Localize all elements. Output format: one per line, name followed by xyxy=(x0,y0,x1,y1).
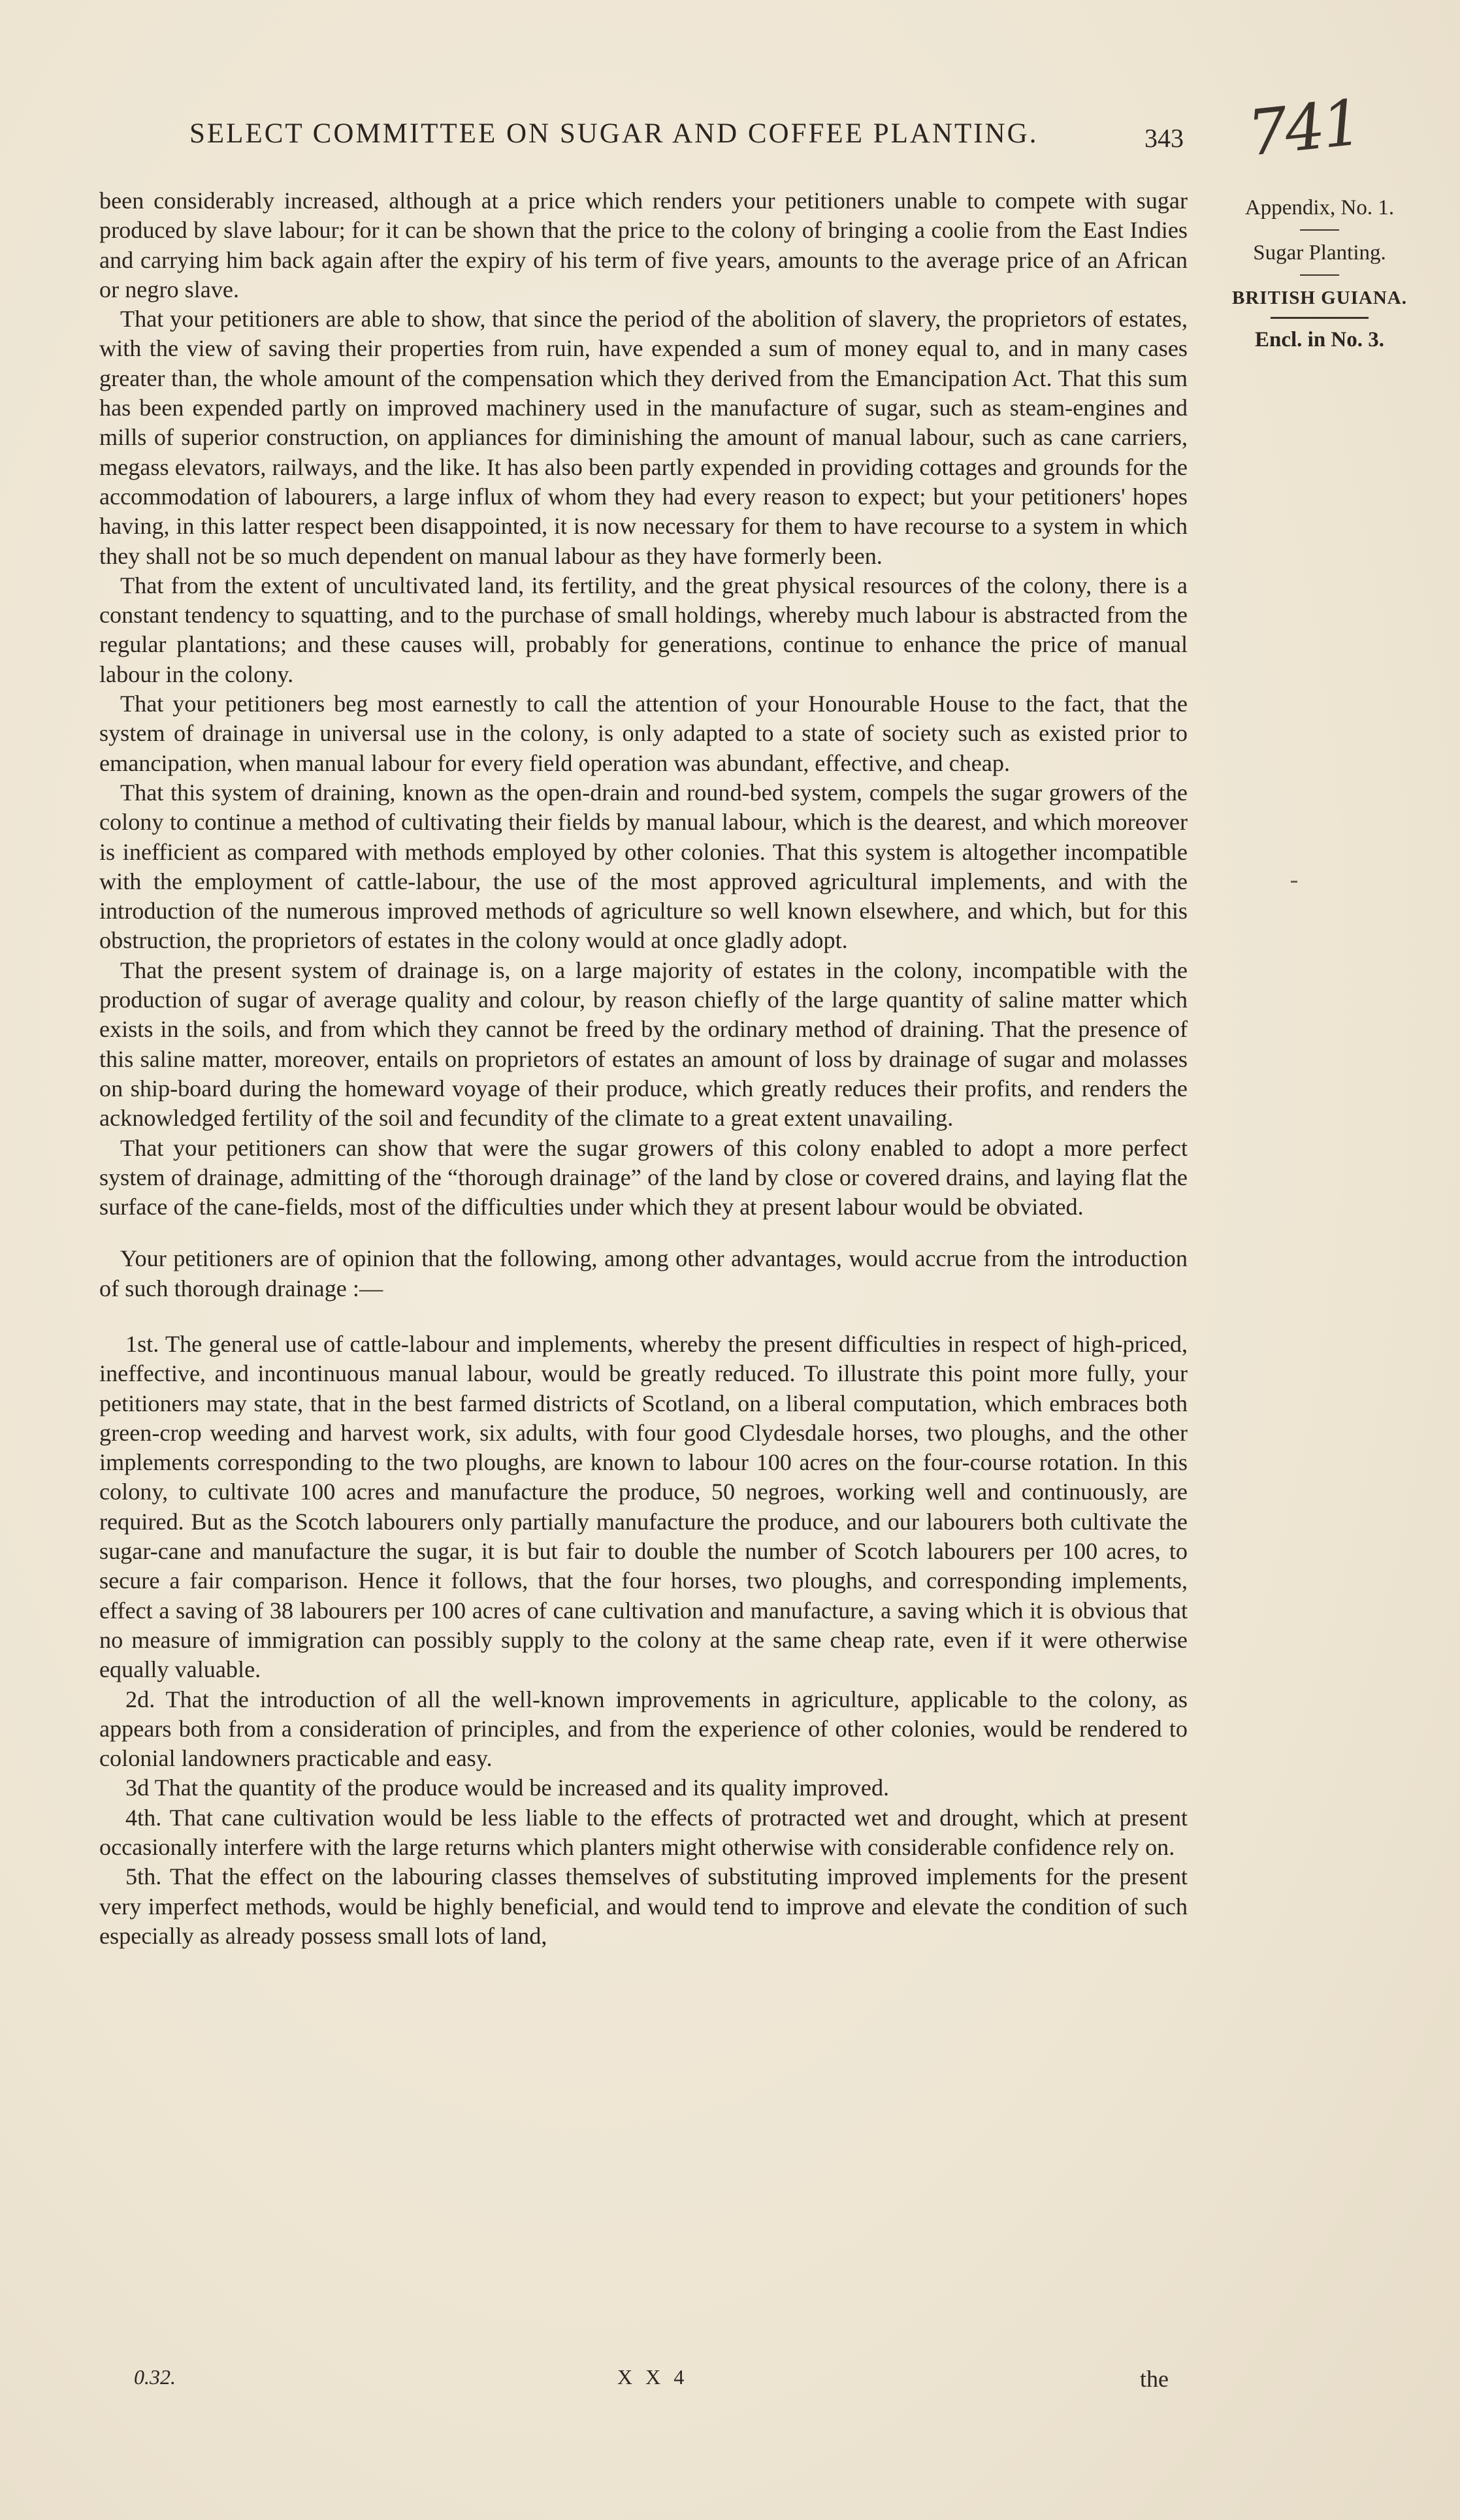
paragraph: been considerably increased, although at a price which renders your petitioners unable to compete with sugar produced by slave labour; for it can be shown that the price to the colony of bringing a coolie from the East Indies and carrying him back again after the expiry of his term of five years, amounts to the average price of an African or negro slave. xyxy=(99,188,1188,303)
margin-note-enclosure: Encl. in No. 3. xyxy=(1254,328,1385,352)
page-number: 343 xyxy=(1144,123,1184,153)
margin-note-region: BRITISH GUIANA. xyxy=(1232,287,1407,308)
handwritten-folio-number: 741 xyxy=(1244,86,1363,171)
list-item: 3d That the quantity of the produce would be increased and its quality improved. xyxy=(125,1775,890,1801)
margin-divider xyxy=(1300,274,1339,276)
stray-ink-mark xyxy=(1291,881,1297,883)
paragraph: That your petitioners are able to show, that since the period of the abolition of slavery, the proprietors of estates, with the view of saving their properties from ruin, have expended a sum of money equal to, and in many cases greater than, the whole amount of the compensation which they derived from the Emancipation Act. That this sum has been expended partly on improved machinery used in the manufacture of sugar, such as steam-engines and mills of superior construction, on appliances for diminishing the amount of manual labour, such as cane carriers, megass elevators, railways, and the like. It has also been partly expended in providing cottages and grounds for the accommodation of labourers, a large influx of whom they had every reason to expect; but your petitioners' hopes having, in this latter respect been disappointed, it is now necessary for them to have recourse to a system in which they shall not be so much dependent on manual labour as they have formerly been. xyxy=(99,306,1188,569)
paragraph: That the present system of drainage is, on a large majority of estates in the colony, incompatible with the production of sugar of average quality and colour, by reason chiefly of the large quantity of saline matter which exists in the soils, and from which they cannot be freed by the ordinary method of draining. That the presence of this saline matter, moreover, entails on proprietors of estates an amount of loss by drainage of sugar and molasses on ship-board during the homeward voyage of their produce, which greatly reduces their profits, and renders the acknowledged fertility of the soil and fecundity of the climate to a great extent unavailing. xyxy=(99,957,1188,1132)
margin-note-subject: Sugar Planting. xyxy=(1253,241,1386,265)
paragraph: That from the extent of uncultivated land, its fertility, and the great physical resources of the colony, there is a constant tendency to squatting, and to the purchase of small holdings, whereby much labour is abstracted from the regular plantations; and these causes will, probably for generations, continue to enhance the price of manual labour in the colony. xyxy=(99,572,1188,687)
list-item: 1st. The general use of cattle-labour and implements, whereby the present difficulties in respect of high-priced, ineffective, and incontinuous manual labour, would be greatly reduced. To illustrate this point more fully, your petitioners may state, that in the best farmed districts of Scotland, on a liberal computation, which embraces both green-crop weeding and harvest work, six adults, with four good Clydesdale horses, two ploughs, and the other implements corresponding to the two ploughs, are known to labour 100 acres on the four-course rotation. In this colony, to cultivate 100 acres and manufacture the produce, 50 negroes, working well and continuously, are required. But as the Scotch labourers only partially manufacture the produce, and our labourers both cultivate the sugar-cane and manufacture the sugar, it is but fair to double the number of Scotch labourers per 100 acres, to secure a fair comparison. Hence it follows, that the four horses, two ploughs, and corresponding implements, effect a saving of 38 labourers per 100 acres of cane cultivation and manufacture, a saving which it is obvious that no measure of immigration can possibly supply to the colony at the same cheap rate, even if it were otherwise equally valuable. xyxy=(99,1330,1188,1683)
margin-notes xyxy=(1209,193,1431,355)
margin-divider xyxy=(1271,317,1369,319)
paragraph: That your petitioners beg most earnestly to call the attention of your Honourable House to the fact, that the system of drainage in universal use in the colony, is only adapted to a state of society such as existed prior to emancipation, when manual labour for every field operation was abundant, effective, and cheap. xyxy=(99,691,1188,776)
paragraph: Your petitioners are of opinion that the following, among other advantages, would accrue from the introduction of such thorough drainage :— xyxy=(99,1245,1188,1301)
paragraph: That this system of draining, known as the open-drain and round-bed system, compels the sugar growers of the colony to continue a method of cultivating their fields by manual labour, which is the dearest, and which moreover is inefficient as compared with methods employed by other colonies. That this system is altogether incompatible with the employment of cattle-labour, the use of the most approved agricultural implements, and with the introduction of the numerous improved methods of agriculture so well known elsewhere, and which, but for this obstruction, the proprietors of estates in the colony would at once gladly adopt. xyxy=(99,779,1188,954)
list-item: 5th. That the effect on the labouring classes themselves of substituting improved implements for the present very imperfect methods, would be highly beneficial, and would tend to improve and elevate the condition of such especially as already possess small lots of land, xyxy=(99,1863,1188,1949)
footer-catchword: the xyxy=(1140,2366,1169,2392)
running-header-title: SELECT COMMITTEE ON SUGAR AND COFFEE PLANTING. xyxy=(189,118,1039,149)
margin-divider xyxy=(1300,229,1339,231)
paragraph: That your petitioners can show that were the sugar growers of this colony enabled to adopt a more perfect system of drainage, admitting of the “thorough drainage” of the land by close or covered drains, and laying flat the surface of the cane-fields, most of the difficulties under which they at present labour would be obviated. xyxy=(99,1134,1188,1220)
body-text xyxy=(99,186,1188,1951)
footer-sheet-signature: X X 4 xyxy=(617,2365,689,2389)
list-item: 2d. That the introduction of all the well-known improvements in agriculture, applicable to the colony, as appears both from a consideration of principles, and from the experience of other colonies, would be rendered to colonial landowners practicable and easy. xyxy=(99,1686,1188,1772)
margin-note-appendix: Appendix, No. 1. xyxy=(1244,196,1395,220)
list-item: 4th. That cane cultivation would be less liable to the effects of protracted wet and drought, which at present occasionally interfere with the large returns which planters might otherwise with considerable confidence rely on. xyxy=(99,1804,1188,1861)
footer-signature-mark: 0.32. xyxy=(134,2365,176,2389)
